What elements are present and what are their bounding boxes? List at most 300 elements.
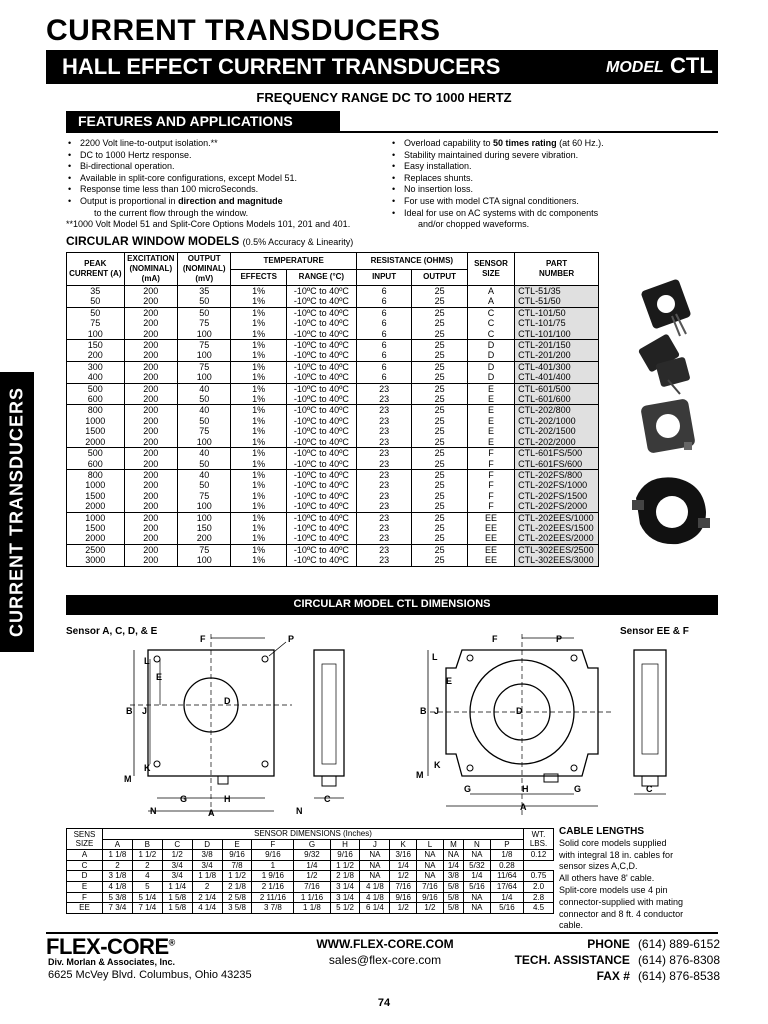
part-number-cell: CTL-101/100 (515, 329, 599, 340)
table-cell: D (467, 340, 514, 351)
dimensions-table (66, 828, 554, 914)
table-cell: 200 (124, 426, 177, 436)
cable-line: cable. (559, 920, 584, 931)
cable-line: with integral 18 in. cables for (559, 849, 674, 860)
table-cell: C (67, 860, 103, 871)
table-cell: 23 (356, 416, 412, 426)
dim-letter-e-r: E (446, 676, 453, 686)
table-cell: 2000 (67, 501, 125, 512)
table-cell: 1% (231, 555, 287, 566)
table-cell: 40 (178, 469, 231, 480)
table-cell: 100 (178, 555, 231, 566)
table-cell: 9/32 (294, 850, 330, 861)
table-cell: -10ºC to 40ºC (286, 383, 356, 394)
table-cell: 75 (178, 318, 231, 328)
table-cell: 2.0 (524, 881, 554, 892)
dims-col-header: H (330, 839, 360, 850)
table-row (67, 437, 599, 448)
table-cell: 23 (356, 448, 412, 459)
table-row (67, 860, 554, 871)
table-cell: A (467, 296, 514, 307)
table-cell: 9/16 (252, 850, 294, 861)
fax-number: (614) 876-8538 (637, 969, 720, 983)
part-number-cell: CTL-201/200 (515, 350, 599, 361)
table-cell: 1/2 (390, 903, 417, 914)
table-cell: 4 1/8 (360, 881, 390, 892)
table-cell: C (467, 318, 514, 328)
table-cell: 300 (67, 361, 125, 372)
table-cell: 1500 (67, 491, 125, 501)
dim-letter-n: N (150, 806, 157, 816)
table-cell: 9/16 (417, 892, 444, 903)
table-cell: 200 (124, 318, 177, 328)
dim-letter-f-r: F (492, 634, 498, 644)
table-cell: 1 1/8 (103, 850, 133, 861)
table-cell: -10ºC to 40ºC (286, 307, 356, 318)
table-cell: 0.28 (490, 860, 523, 871)
table-cell: 400 (67, 372, 125, 383)
table-cell: 75 (178, 361, 231, 372)
table-cell: F (467, 469, 514, 480)
table-cell: 5 (132, 881, 162, 892)
table-cell: 6 (356, 372, 412, 383)
col-temperature: TEMPERATURE (231, 253, 356, 270)
website-link[interactable]: WWW.FLEX-CORE.COM (316, 937, 454, 951)
table-cell: E (467, 394, 514, 405)
table-cell: 2 (132, 860, 162, 871)
table-cell: 25 (412, 318, 468, 328)
table-cell: 1/4 (294, 860, 330, 871)
dims-col-header: D (192, 839, 222, 850)
phone-label: PHONE (587, 937, 630, 951)
feature-item: • 2200 Volt line-to-output isolation.** (68, 138, 218, 148)
part-number-cell: CTL-302EES/2500 (515, 544, 599, 555)
table-cell: 100 (178, 372, 231, 383)
table-cell: 5/8 (443, 892, 463, 903)
table-cell: 3/8 (443, 871, 463, 882)
dims-col-header: F (252, 839, 294, 850)
table-cell: 3 1/8 (103, 871, 133, 882)
col-sens-size: SENS SIZE (67, 829, 103, 850)
dims-col-header: C (162, 839, 192, 850)
table-cell: 150 (67, 340, 125, 351)
table-cell: E (467, 383, 514, 394)
table-cell: 23 (356, 437, 412, 448)
table-cell: D (467, 361, 514, 372)
part-number-cell: CTL-601FS/500 (515, 448, 599, 459)
table-row (67, 448, 599, 459)
part-number-cell: CTL-601/600 (515, 394, 599, 405)
table-cell: 25 (412, 426, 468, 436)
table-cell: 7/16 (294, 881, 330, 892)
feature-item: • Output is proportional in direction and magnitude (68, 195, 283, 206)
dim-letter-e: E (156, 672, 163, 682)
cable-line: All others have 8' cable. (559, 873, 655, 884)
frequency-range: FREQUENCY RANGE DC TO 1000 HERTZ (256, 90, 512, 105)
table-cell: 25 (412, 459, 468, 470)
table-cell: 50 (178, 459, 231, 470)
table-cell: 150 (178, 523, 231, 533)
feature-item: • DC to 1000 Hertz response. (68, 149, 192, 160)
table-cell: 9/16 (330, 850, 360, 861)
table-cell: 1000 (67, 512, 125, 523)
table-cell: EE (467, 533, 514, 544)
table-cell: 200 (124, 307, 177, 318)
table-row (67, 850, 554, 861)
table-cell: 100 (178, 437, 231, 448)
table-cell: 3 5/8 (222, 903, 252, 914)
dim-letter-a: A (208, 808, 215, 818)
part-number-cell: CTL-601FS/600 (515, 459, 599, 470)
table-cell: 6 (356, 340, 412, 351)
table-cell: 25 (412, 533, 468, 544)
table-cell: 9/16 (222, 850, 252, 861)
table-cell: 23 (356, 555, 412, 566)
table-cell: 1% (231, 416, 287, 426)
table-cell: 6 (356, 307, 412, 318)
table-row (67, 372, 599, 383)
table-cell: 2 1/8 (222, 881, 252, 892)
table-cell: 25 (412, 555, 468, 566)
table-cell: 200 (124, 350, 177, 361)
table-cell: 1/2 (417, 903, 444, 914)
table-cell: 5/16 (490, 903, 523, 914)
table-cell: 23 (356, 426, 412, 436)
cable-line: Split-core models use 4 pin (559, 884, 668, 895)
table-cell: 1000 (67, 480, 125, 490)
table-cell: 50 (178, 394, 231, 405)
table-cell: 6 (356, 296, 412, 307)
table-cell: F (467, 459, 514, 470)
part-number-cell: CTL-201/150 (515, 340, 599, 351)
table-cell: 50 (178, 480, 231, 490)
table-row (67, 903, 554, 914)
sensor-label-right: Sensor EE & F (620, 626, 689, 637)
table-cell: 200 (124, 459, 177, 470)
part-number-cell: CTL-601/500 (515, 383, 599, 394)
table-row (67, 307, 599, 318)
part-number-cell: CTL-202EES/2000 (515, 533, 599, 544)
dim-letter-g: G (180, 794, 188, 804)
model-label: MODEL (606, 59, 664, 76)
features-rule (340, 131, 718, 133)
table-cell: 5 3/8 (103, 892, 133, 903)
table-cell: 200 (124, 469, 177, 480)
table-row (67, 286, 599, 297)
table-cell: NA (417, 850, 444, 861)
sensor-photo-large (640, 398, 696, 454)
table-cell: 600 (67, 394, 125, 405)
table-cell: 6 (356, 350, 412, 361)
cable-line: connector and 8 ft. 4 conductor (559, 908, 684, 919)
table-cell: -10ºC to 40ºC (286, 361, 356, 372)
table-cell: 2000 (67, 437, 125, 448)
table-cell: 100 (178, 329, 231, 340)
side-tab (0, 372, 34, 652)
table-cell: 75 (178, 544, 231, 555)
table-row (67, 512, 599, 523)
table-cell: 200 (124, 544, 177, 555)
table-cell: 40 (178, 383, 231, 394)
table-cell: 6 (356, 318, 412, 328)
models-table (66, 252, 599, 567)
table-cell: 200 (178, 533, 231, 544)
table-row (67, 544, 599, 555)
table-cell: 3/4 (192, 860, 222, 871)
table-cell: 200 (67, 350, 125, 361)
table-cell: 2.8 (524, 892, 554, 903)
table-cell: -10ºC to 40ºC (286, 350, 356, 361)
table-cell: 6 (356, 286, 412, 297)
table-cell: 9/16 (390, 892, 417, 903)
feature-item-cont: to the current flow through the window. (94, 207, 249, 218)
dims-col-header: K (390, 839, 417, 850)
company-logo: FLEX-CORE® (46, 934, 175, 959)
table-cell: 1% (231, 544, 287, 555)
col-part-number: PART NUMBER (515, 253, 599, 286)
part-number-cell: CTL-101/75 (515, 318, 599, 328)
table-cell: 200 (124, 394, 177, 405)
table-cell: 25 (412, 383, 468, 394)
table-cell: 600 (67, 459, 125, 470)
table-cell: 200 (124, 286, 177, 297)
features-left-list (66, 138, 350, 231)
table-cell: 25 (412, 437, 468, 448)
table-cell: 25 (412, 523, 468, 533)
table-cell: EE (467, 555, 514, 566)
table-cell: 1% (231, 437, 287, 448)
table-cell: -10ºC to 40ºC (286, 426, 356, 436)
table-cell: EE (67, 903, 103, 914)
table-cell: 25 (412, 296, 468, 307)
models-heading: CIRCULAR WINDOW MODELS (0.5% Accuracy & Linearity) (66, 234, 354, 248)
table-cell: 1% (231, 340, 287, 351)
part-number-cell: CTL-202FS/800 (515, 469, 599, 480)
table-row (67, 881, 554, 892)
dim-letter-d: D (224, 696, 231, 706)
table-cell: 1/2 (390, 871, 417, 882)
table-cell: 1500 (67, 426, 125, 436)
table-cell: 3/4 (162, 860, 192, 871)
table-cell: 25 (412, 491, 468, 501)
part-number-cell: CTL-202/800 (515, 405, 599, 416)
table-cell: 200 (124, 329, 177, 340)
feature-item: • Ideal for use on AC systems with dc components (392, 207, 599, 218)
table-cell: 35 (67, 286, 125, 297)
table-cell: 25 (412, 361, 468, 372)
contact-block (480, 936, 720, 984)
table-cell: 5/8 (443, 881, 463, 892)
part-number-cell: CTL-202/1500 (515, 426, 599, 436)
table-cell: 1/4 (390, 860, 417, 871)
col-sensor-size: SENSOR SIZE (467, 253, 514, 286)
table-cell: 23 (356, 523, 412, 533)
table-cell: D (467, 350, 514, 361)
table-cell: 200 (124, 437, 177, 448)
table-cell: 200 (124, 361, 177, 372)
table-cell: 2 11/16 (252, 892, 294, 903)
table-cell: 1% (231, 383, 287, 394)
table-cell: 3 7/8 (252, 903, 294, 914)
dimension-drawing-right (412, 628, 712, 822)
table-cell: 1/2 (294, 871, 330, 882)
table-cell: 4 1/8 (360, 892, 390, 903)
table-cell: 200 (124, 405, 177, 416)
table-cell: 7 3/4 (103, 903, 133, 914)
table-cell: D (467, 372, 514, 383)
dims-col-header: E (222, 839, 252, 850)
tech-number: (614) 876-8308 (637, 953, 720, 967)
dim-letter-f: F (200, 634, 206, 644)
table-cell: 23 (356, 459, 412, 470)
table-cell: 1 1/2 (330, 860, 360, 871)
table-cell: NA (417, 860, 444, 871)
col-peak-current: PEAK CURRENT (A) (67, 253, 125, 286)
table-cell: 1/4 (464, 871, 491, 882)
table-cell: 200 (124, 296, 177, 307)
dims-col-header: J (360, 839, 390, 850)
product-photos (606, 262, 718, 592)
dim-letter-d-r: D (516, 706, 523, 716)
feature-item: • Response time less than 100 microSeconds. (68, 184, 259, 195)
table-cell: EE (467, 544, 514, 555)
fax-label: FAX # (596, 969, 630, 983)
table-cell: 1% (231, 469, 287, 480)
table-cell: 3000 (67, 555, 125, 566)
table-cell: 23 (356, 544, 412, 555)
table-cell: 500 (67, 383, 125, 394)
table-cell: 3 1/4 (330, 892, 360, 903)
cable-line: Solid core models supplied (559, 837, 667, 848)
table-cell: E (467, 416, 514, 426)
table-cell: 1% (231, 523, 287, 533)
table-cell: 3/16 (390, 850, 417, 861)
table-cell: 0.12 (524, 850, 554, 861)
col-temp-effects: EFFECTS (231, 269, 287, 286)
col-excitation: EXCITATION (NOMINAL) (mA) (124, 253, 177, 286)
table-cell: 1% (231, 459, 287, 470)
table-cell: 5/32 (464, 860, 491, 871)
table-row (67, 329, 599, 340)
table-cell: EE (467, 512, 514, 523)
table-cell: -10ºC to 40ºC (286, 501, 356, 512)
table-cell: 50 (178, 307, 231, 318)
table-row (67, 394, 599, 405)
table-row (67, 340, 599, 351)
part-number-cell: CTL-51/35 (515, 286, 599, 297)
feature-item: • Stability maintained during severe vibration. (392, 149, 579, 160)
table-cell: 1 5/8 (162, 903, 192, 914)
table-cell: 25 (412, 501, 468, 512)
feature-item: • Available in split-core configurations, except Model 51. (68, 172, 297, 183)
table-cell: D (67, 871, 103, 882)
dims-col-header: G (294, 839, 330, 850)
table-cell: 1% (231, 361, 287, 372)
col-weight: WT. LBS. (524, 829, 554, 850)
table-cell: -10ºC to 40ºC (286, 329, 356, 340)
table-row (67, 501, 599, 512)
table-cell: 200 (124, 523, 177, 533)
feature-item: • No insertion loss. (392, 184, 474, 195)
page-title: CURRENT TRANSDUCERS (46, 14, 441, 47)
table-row (67, 523, 599, 533)
table-cell: 7 1/4 (132, 903, 162, 914)
dim-letter-k-r: K (434, 760, 441, 770)
page-number: 74 (377, 997, 391, 1009)
dim-letter-h-r: H (522, 784, 529, 794)
part-number-cell: CTL-202FS/1000 (515, 480, 599, 490)
sensor-photo-small (640, 278, 691, 336)
table-cell: 2 1/4 (192, 892, 222, 903)
table-cell: 25 (412, 372, 468, 383)
table-row (67, 426, 599, 436)
table-cell: 7/16 (417, 881, 444, 892)
table-cell: E (467, 405, 514, 416)
model-name: CTL (670, 53, 713, 78)
table-row (67, 533, 599, 544)
feature-item: • Replaces shunts. (392, 172, 474, 183)
table-cell: 2000 (67, 533, 125, 544)
table-cell: 75 (67, 318, 125, 328)
col-resistance: RESISTANCE (OHMS) (356, 253, 467, 270)
table-row (67, 892, 554, 903)
dims-col-header: A (103, 839, 133, 850)
table-cell: NA (360, 871, 390, 882)
company-address: 6625 McVey Blvd. Columbus, Ohio 43235 (48, 969, 252, 981)
table-cell: 23 (356, 469, 412, 480)
table-cell: 25 (412, 416, 468, 426)
table-cell: -10ºC to 40ºC (286, 512, 356, 523)
table-cell: 100 (67, 329, 125, 340)
table-cell: -10ºC to 40ºC (286, 318, 356, 328)
table-cell: 100 (178, 501, 231, 512)
table-cell: 1 1/2 (132, 850, 162, 861)
dim-letter-c-r: C (646, 784, 653, 794)
table-cell: 5/16 (464, 881, 491, 892)
table-cell: 23 (356, 394, 412, 405)
email-link[interactable]: sales@flex-core.com (328, 953, 442, 967)
table-cell: 200 (124, 491, 177, 501)
table-cell: 4 1/8 (103, 881, 133, 892)
table-cell: A (67, 850, 103, 861)
table-cell: 4 1/4 (192, 903, 222, 914)
table-cell: 1/4 (490, 892, 523, 903)
dim-letter-p-r: P (556, 634, 563, 644)
table-cell: 1 1/8 (192, 871, 222, 882)
table-cell: 2 (103, 860, 133, 871)
table-cell: 25 (412, 329, 468, 340)
table-cell: 5/8 (443, 903, 463, 914)
table-cell: -10ºC to 40ºC (286, 286, 356, 297)
table-cell: -10ºC to 40ºC (286, 480, 356, 490)
dims-col-header: M (443, 839, 463, 850)
table-cell: -10ºC to 40ºC (286, 469, 356, 480)
table-cell: 1/8 (490, 850, 523, 861)
table-cell: 50 (67, 296, 125, 307)
table-cell: 7/16 (390, 881, 417, 892)
table-cell: F (467, 448, 514, 459)
table-cell: 100 (178, 512, 231, 523)
table-cell: 1% (231, 307, 287, 318)
table-cell: 1% (231, 296, 287, 307)
table-cell: 0.75 (524, 871, 554, 882)
table-cell: 1 5/8 (162, 892, 192, 903)
table-cell: 1 9/16 (252, 871, 294, 882)
table-cell: -10ºC to 40ºC (286, 340, 356, 351)
dim-letter-n2: N (296, 806, 303, 816)
table-cell: 75 (178, 340, 231, 351)
sensor-label-left: Sensor A, C, D, & E (66, 626, 158, 637)
